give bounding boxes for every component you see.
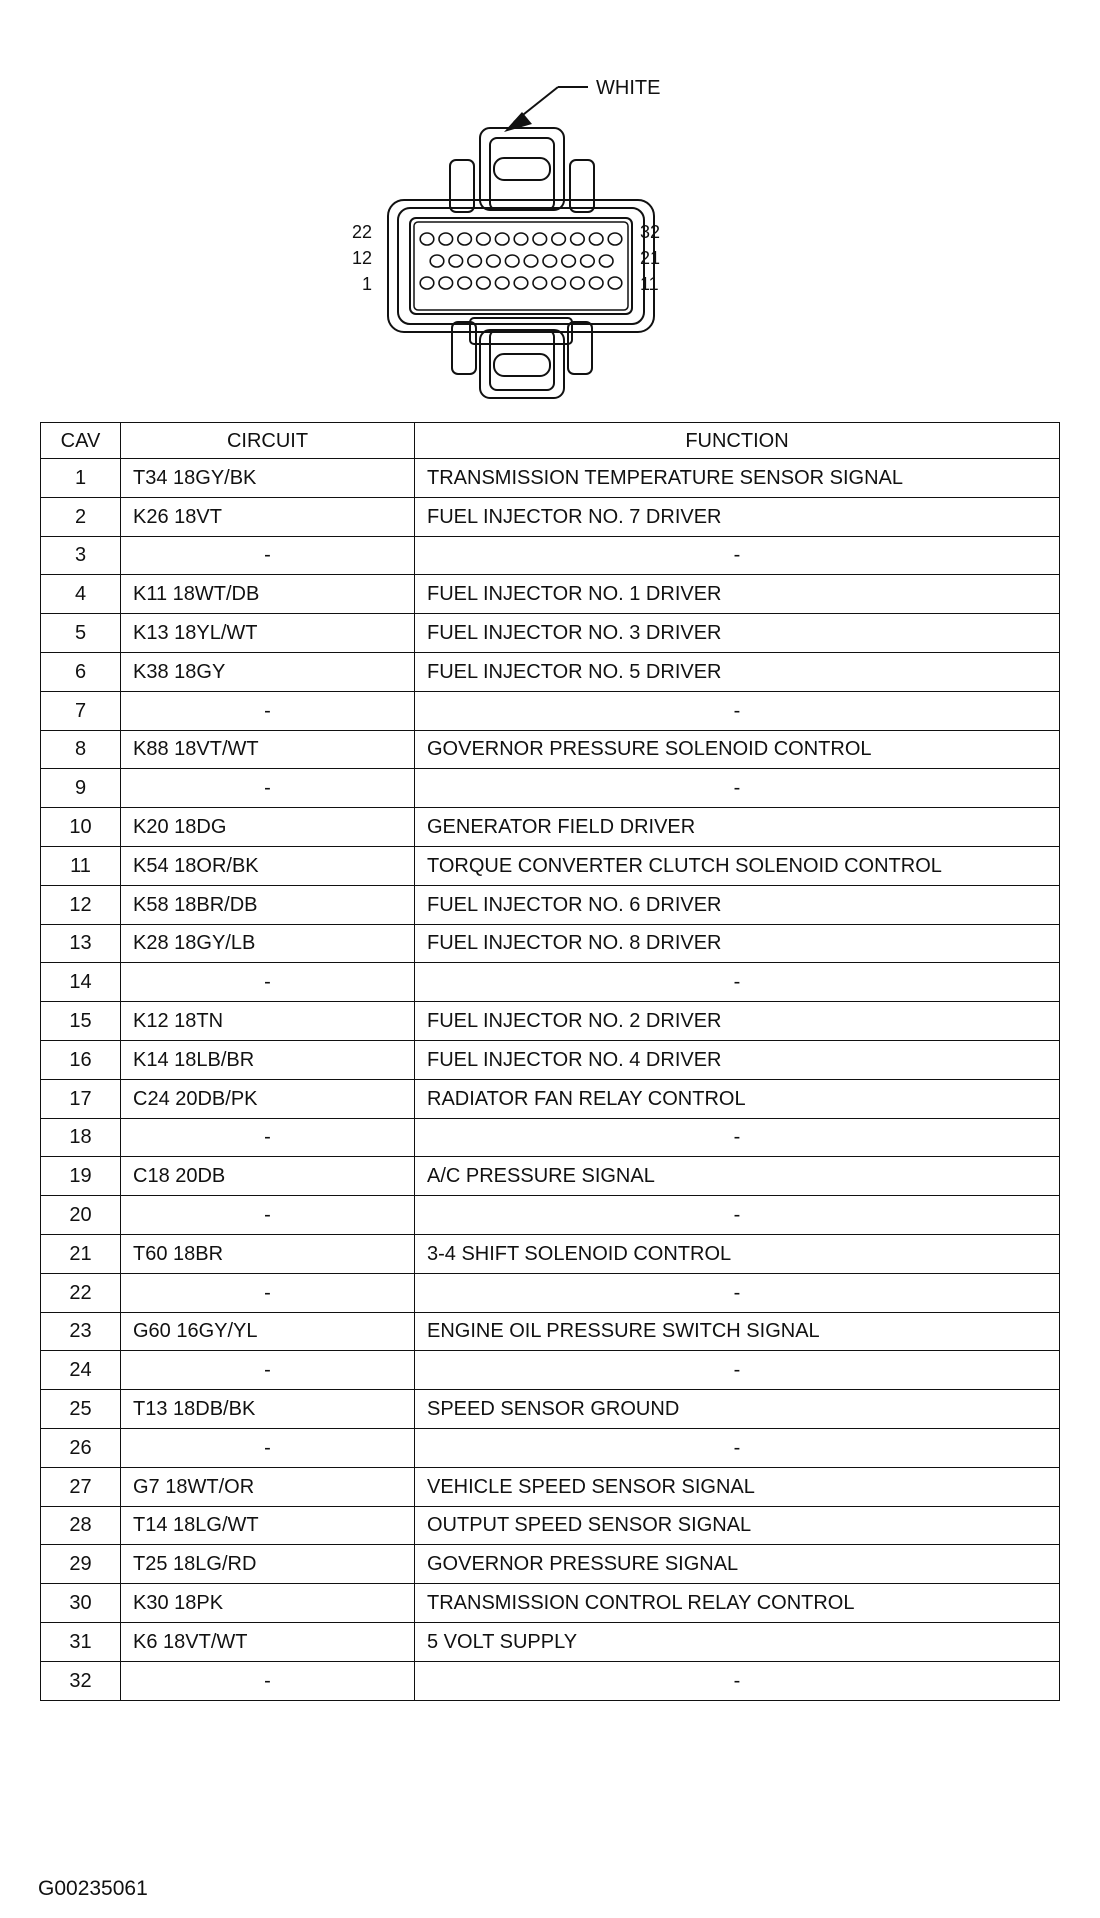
table-row [41, 1196, 1060, 1235]
cav-cell: 19 [41, 1157, 121, 1196]
circuit-cell: K20 18DG [121, 808, 415, 847]
pin-cavity [439, 233, 453, 245]
left-pin-label-middle: 12 [351, 248, 372, 268]
cav-cell: 20 [41, 1196, 121, 1235]
cav-cell: 25 [41, 1390, 121, 1429]
pin-cavity [439, 277, 453, 289]
circuit-cell: K58 18BR/DB [121, 885, 415, 924]
circuit-cell: T25 18LG/RD [121, 1545, 415, 1584]
function-cell: TRANSMISSION CONTROL RELAY CONTROL [415, 1584, 1060, 1623]
function-cell: - [415, 1661, 1060, 1700]
function-cell: SPEED SENSOR GROUND [415, 1390, 1060, 1429]
function-cell: - [415, 963, 1060, 1002]
cav-cell: 6 [41, 652, 121, 691]
pin-cavity [552, 277, 566, 289]
function-cell: FUEL INJECTOR NO. 7 DRIVER [415, 497, 1060, 536]
circuit-cell: - [121, 1118, 415, 1157]
right-pin-label-middle: 21 [640, 248, 661, 268]
function-cell: - [415, 1273, 1060, 1312]
connector-color-label: WHITE [596, 77, 661, 99]
figure-code: G00235061 [38, 1877, 148, 1900]
function-cell: - [415, 1351, 1060, 1390]
bottom-latch [452, 318, 592, 398]
function-cell: VEHICLE SPEED SENSOR SIGNAL [415, 1467, 1060, 1506]
table-row [41, 1390, 1060, 1429]
table-row [41, 536, 1060, 575]
table-row [41, 924, 1060, 963]
function-cell: ENGINE OIL PRESSURE SWITCH SIGNAL [415, 1312, 1060, 1351]
pin-cavity [505, 255, 519, 267]
circuit-cell: K13 18YL/WT [121, 614, 415, 653]
cav-cell: 11 [41, 846, 121, 885]
pin-cavity [495, 233, 509, 245]
pin-cavity [608, 233, 622, 245]
header-cav: CAV [41, 423, 121, 459]
circuit-cell: G60 16GY/YL [121, 1312, 415, 1351]
pin-cavity [533, 277, 547, 289]
pin-cavity [420, 233, 434, 245]
cav-cell: 17 [41, 1079, 121, 1118]
table-row [41, 1157, 1060, 1196]
table-row [41, 1661, 1060, 1700]
table-row [41, 1545, 1060, 1584]
pin-cavity [552, 233, 566, 245]
pin-cavity [477, 277, 491, 289]
function-cell: 5 VOLT SUPPLY [415, 1622, 1060, 1661]
pin-cavity [608, 277, 622, 289]
circuit-cell: K11 18WT/DB [121, 575, 415, 614]
table-row [41, 575, 1060, 614]
cav-cell: 5 [41, 614, 121, 653]
function-cell: GOVERNOR PRESSURE SOLENOID CONTROL [415, 730, 1060, 769]
circuit-cell: T34 18GY/BK [121, 459, 415, 498]
pin-cavity [589, 277, 603, 289]
circuit-cell: - [121, 1351, 415, 1390]
function-cell: 3-4 SHIFT SOLENOID CONTROL [415, 1234, 1060, 1273]
function-cell: - [415, 1428, 1060, 1467]
function-cell: RADIATOR FAN RELAY CONTROL [415, 1079, 1060, 1118]
function-cell: FUEL INJECTOR NO. 5 DRIVER [415, 652, 1060, 691]
function-cell: TORQUE CONVERTER CLUTCH SOLENOID CONTROL [415, 846, 1060, 885]
circuit-cell: K54 18OR/BK [121, 846, 415, 885]
circuit-cell: C24 20DB/PK [121, 1079, 415, 1118]
pin-cavity [533, 233, 547, 245]
function-cell: FUEL INJECTOR NO. 3 DRIVER [415, 614, 1060, 653]
table-row [41, 1312, 1060, 1351]
connector-diagram [0, 0, 1100, 420]
cav-cell: 8 [41, 730, 121, 769]
table-header-row [41, 423, 1060, 459]
cav-cell: 2 [41, 497, 121, 536]
table-row [41, 691, 1060, 730]
cav-cell: 7 [41, 691, 121, 730]
circuit-cell: - [121, 1661, 415, 1700]
cav-cell: 22 [41, 1273, 121, 1312]
circuit-cell: K38 18GY [121, 652, 415, 691]
connector-body [388, 200, 654, 332]
pin-cavity [458, 277, 472, 289]
cav-cell: 31 [41, 1622, 121, 1661]
cav-cell: 15 [41, 1002, 121, 1041]
table-row [41, 1467, 1060, 1506]
pin-cavity [477, 233, 491, 245]
table-row [41, 1118, 1060, 1157]
cav-cell: 13 [41, 924, 121, 963]
circuit-cell: - [121, 536, 415, 575]
table-row [41, 1002, 1060, 1041]
cav-cell: 29 [41, 1545, 121, 1584]
table-row [41, 963, 1060, 1002]
table-row [41, 1584, 1060, 1623]
function-cell: FUEL INJECTOR NO. 1 DRIVER [415, 575, 1060, 614]
pin-cavity [458, 233, 472, 245]
cav-cell: 3 [41, 536, 121, 575]
circuit-cell: K26 18VT [121, 497, 415, 536]
cav-cell: 9 [41, 769, 121, 808]
cav-cell: 16 [41, 1040, 121, 1079]
cav-cell: 10 [41, 808, 121, 847]
right-pin-label-bottom: 11 [640, 274, 659, 294]
circuit-cell: T13 18DB/BK [121, 1390, 415, 1429]
left-pin-label-top: 22 [351, 222, 372, 242]
table-row [41, 1234, 1060, 1273]
cav-cell: 23 [41, 1312, 121, 1351]
pin-cavity [562, 255, 576, 267]
function-cell: - [415, 769, 1060, 808]
function-cell: - [415, 691, 1060, 730]
table-row [41, 459, 1060, 498]
table-row [41, 885, 1060, 924]
pin-cavity [430, 255, 444, 267]
table-row [41, 808, 1060, 847]
circuit-cell: K6 18VT/WT [121, 1622, 415, 1661]
circuit-cell: K30 18PK [121, 1584, 415, 1623]
cav-cell: 12 [41, 885, 121, 924]
pinout-table [40, 422, 1060, 1701]
circuit-cell: G7 18WT/OR [121, 1467, 415, 1506]
circuit-cell: - [121, 691, 415, 730]
header-circuit: CIRCUIT [121, 423, 415, 459]
pin-cavity [524, 255, 538, 267]
circuit-cell: K14 18LB/BR [121, 1040, 415, 1079]
cav-cell: 28 [41, 1506, 121, 1545]
table-row [41, 1273, 1060, 1312]
function-cell: FUEL INJECTOR NO. 4 DRIVER [415, 1040, 1060, 1079]
function-cell: FUEL INJECTOR NO. 2 DRIVER [415, 1002, 1060, 1041]
function-cell: - [415, 1196, 1060, 1235]
function-cell: GOVERNOR PRESSURE SIGNAL [415, 1545, 1060, 1584]
table-row [41, 730, 1060, 769]
pin-cavity [589, 233, 603, 245]
pin-cavity [571, 277, 585, 289]
pin-cavity [581, 255, 595, 267]
function-cell: - [415, 1118, 1060, 1157]
table-row [41, 1428, 1060, 1467]
table-row [41, 846, 1060, 885]
circuit-cell: - [121, 1196, 415, 1235]
circuit-cell: - [121, 963, 415, 1002]
pin-cavity [420, 277, 434, 289]
pinout-table-body [41, 459, 1060, 1701]
circuit-cell: K88 18VT/WT [121, 730, 415, 769]
circuit-cell: C18 20DB [121, 1157, 415, 1196]
pin-cavity [495, 277, 509, 289]
function-cell: FUEL INJECTOR NO. 6 DRIVER [415, 885, 1060, 924]
left-pin-label-bottom: 1 [361, 274, 372, 294]
table-row [41, 1040, 1060, 1079]
function-cell: FUEL INJECTOR NO. 8 DRIVER [415, 924, 1060, 963]
header-function: FUNCTION [415, 423, 1060, 459]
function-cell: A/C PRESSURE SIGNAL [415, 1157, 1060, 1196]
cav-cell: 14 [41, 963, 121, 1002]
table-row [41, 497, 1060, 536]
pin-cavity [543, 255, 557, 267]
pin-cavity [514, 233, 528, 245]
cav-cell: 27 [41, 1467, 121, 1506]
function-cell: TRANSMISSION TEMPERATURE SENSOR SIGNAL [415, 459, 1060, 498]
circuit-cell: T14 18LG/WT [121, 1506, 415, 1545]
function-cell: OUTPUT SPEED SENSOR SIGNAL [415, 1506, 1060, 1545]
pin-cavity [487, 255, 501, 267]
function-cell: GENERATOR FIELD DRIVER [415, 808, 1060, 847]
circuit-cell: T60 18BR [121, 1234, 415, 1273]
cav-cell: 30 [41, 1584, 121, 1623]
table-row [41, 1506, 1060, 1545]
cav-cell: 4 [41, 575, 121, 614]
cav-cell: 26 [41, 1428, 121, 1467]
cav-cell: 21 [41, 1234, 121, 1273]
cav-cell: 18 [41, 1118, 121, 1157]
circuit-cell: - [121, 769, 415, 808]
cav-cell: 1 [41, 459, 121, 498]
right-pin-label-top: 32 [640, 222, 661, 242]
cav-cell: 24 [41, 1351, 121, 1390]
circuit-cell: K12 18TN [121, 1002, 415, 1041]
table-row [41, 1622, 1060, 1661]
pin-cavity [449, 255, 463, 267]
table-row [41, 614, 1060, 653]
cav-cell: 32 [41, 1661, 121, 1700]
table-row [41, 1351, 1060, 1390]
function-cell: - [415, 536, 1060, 575]
circuit-cell: K28 18GY/LB [121, 924, 415, 963]
pin-cavity [599, 255, 613, 267]
pin-cavity [514, 277, 528, 289]
pin-cavities [420, 233, 622, 289]
table-row [41, 769, 1060, 808]
table-row [41, 652, 1060, 691]
pin-cavity [571, 233, 585, 245]
circuit-cell: - [121, 1428, 415, 1467]
circuit-cell: - [121, 1273, 415, 1312]
table-row [41, 1079, 1060, 1118]
pin-cavity [468, 255, 482, 267]
